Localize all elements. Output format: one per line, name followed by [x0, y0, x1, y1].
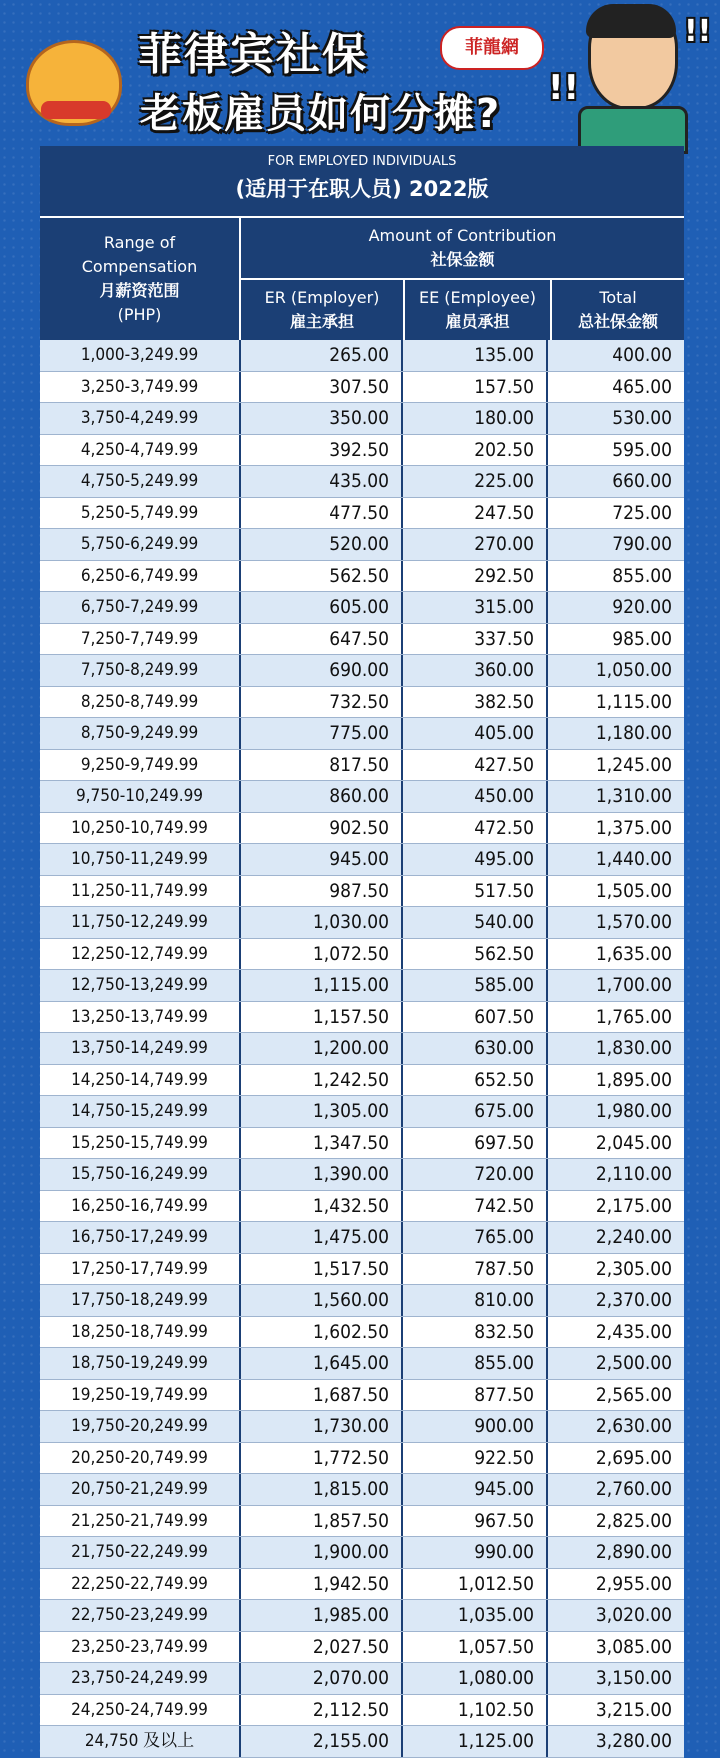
- cell-range: 20,750-21,249.99: [40, 1474, 241, 1505]
- cell-range: 21,250-21,749.99: [40, 1506, 241, 1537]
- cell-range: 10,250-10,749.99: [40, 813, 241, 844]
- table-row: [40, 813, 684, 845]
- cell-ee: 967.50: [403, 1506, 548, 1537]
- ee-zh: 雇员承担: [445, 312, 510, 331]
- cell-er: 647.50: [241, 624, 403, 655]
- er-en: ER (Employer): [264, 288, 380, 307]
- cell-ee: 157.50: [403, 372, 548, 403]
- cell-range: 6,750-7,249.99: [40, 592, 241, 623]
- cell-range: 18,250-18,749.99: [40, 1317, 241, 1348]
- cell-total: 1,115.00: [595, 690, 672, 713]
- cell-er: 945.00: [241, 844, 403, 875]
- cell-er: 1,857.50: [241, 1506, 403, 1537]
- cell-range: 22,250-22,749.99: [40, 1569, 241, 1600]
- table-row: [40, 939, 684, 971]
- cell-range: 9,750-10,249.99: [40, 781, 241, 812]
- cell-ee: 1,012.50: [403, 1569, 548, 1600]
- cell-er: 902.50: [241, 813, 403, 844]
- cell-total: 465.00: [612, 375, 672, 398]
- cell-er: 2,070.00: [241, 1663, 403, 1694]
- header-amount: [241, 218, 684, 280]
- table-row: [40, 529, 684, 561]
- cell-total: 2,890.00: [595, 1541, 672, 1563]
- table-caption: [40, 146, 684, 218]
- cell-ee: 450.00: [403, 781, 548, 812]
- cell-er: 1,347.50: [241, 1128, 403, 1159]
- table-header: [40, 218, 684, 340]
- table-row: [40, 372, 684, 404]
- cell-er: 2,027.50: [241, 1632, 403, 1663]
- cell-range: 24,250-24,749.99: [40, 1695, 241, 1726]
- cell-er: 1,072.50: [241, 939, 403, 970]
- table-row: [40, 1096, 684, 1128]
- cell-er: 1,645.00: [241, 1348, 403, 1379]
- cell-range: 4,250-4,749.99: [40, 435, 241, 466]
- cell-range: 15,250-15,749.99: [40, 1128, 241, 1159]
- amount-zh: 社保金额: [430, 250, 495, 269]
- cell-total: 3,085.00: [595, 1635, 672, 1658]
- range-en1: Range of: [103, 233, 176, 252]
- caption-zh: (适用于在职人员) 2022版: [235, 177, 489, 201]
- cell-total: 2,110.00: [595, 1163, 672, 1185]
- cell-total: 3,020.00: [595, 1604, 672, 1626]
- cell-range: 16,750-17,249.99: [40, 1222, 241, 1253]
- table-row: [40, 1033, 684, 1065]
- table-row: [40, 876, 684, 908]
- table-row: [40, 1443, 684, 1475]
- range-en2: Compensation: [81, 257, 198, 276]
- cell-er: 1,432.50: [241, 1191, 403, 1222]
- cell-er: 1,115.00: [241, 970, 403, 1001]
- cell-ee: 315.00: [403, 592, 548, 623]
- cell-range: 14,750-15,249.99: [40, 1096, 241, 1127]
- cell-total: 2,955.00: [595, 1572, 672, 1595]
- cell-range: 5,250-5,749.99: [40, 498, 241, 529]
- cell-er: 860.00: [241, 781, 403, 812]
- table-row: [40, 750, 684, 782]
- cell-ee: 1,057.50: [403, 1632, 548, 1663]
- total-zh: 总社保金额: [577, 312, 658, 331]
- cell-total: 1,635.00: [595, 942, 672, 965]
- cell-range: 23,250-23,749.99: [40, 1632, 241, 1663]
- cell-ee: 652.50: [403, 1065, 548, 1096]
- cell-er: 1,560.00: [241, 1285, 403, 1316]
- cell-total: 2,500.00: [595, 1352, 672, 1374]
- cell-er: 307.50: [241, 372, 403, 403]
- table-row: [40, 1569, 684, 1601]
- caption-en: FOR EMPLOYED INDIVIDUALS: [267, 154, 457, 169]
- cell-range: 13,750-14,249.99: [40, 1033, 241, 1064]
- cell-er: 1,517.50: [241, 1254, 403, 1285]
- cell-ee: 517.50: [403, 876, 548, 907]
- cell-total: 1,440.00: [595, 848, 672, 870]
- cell-range: 15,750-16,249.99: [40, 1159, 241, 1190]
- cell-range: 1,000-3,249.99: [40, 340, 241, 371]
- cell-ee: 787.50: [403, 1254, 548, 1285]
- cell-ee: 360.00: [403, 655, 548, 686]
- cell-er: 1,815.00: [241, 1474, 403, 1505]
- table-row: [40, 1506, 684, 1538]
- cell-total: 2,825.00: [595, 1509, 672, 1532]
- table-row: [40, 844, 684, 876]
- cell-total: 3,150.00: [595, 1667, 672, 1689]
- er-zh: 雇主承担: [289, 312, 354, 331]
- cartoon-man-icon: [578, 6, 682, 146]
- table-row: [40, 1600, 684, 1632]
- cell-er: 1,730.00: [241, 1411, 403, 1442]
- cell-ee: 202.50: [403, 435, 548, 466]
- cell-range: 7,750-8,249.99: [40, 655, 241, 686]
- cell-range: 11,750-12,249.99: [40, 907, 241, 938]
- cell-ee: 337.50: [403, 624, 548, 655]
- cell-range: 12,750-13,249.99: [40, 970, 241, 1001]
- table-row: [40, 561, 684, 593]
- cell-total: 3,280.00: [595, 1730, 672, 1752]
- table-row: [40, 1474, 684, 1506]
- cell-total: 530.00: [612, 407, 672, 429]
- table-row: [40, 435, 684, 467]
- cell-er: 1,687.50: [241, 1380, 403, 1411]
- cell-er: 775.00: [241, 718, 403, 749]
- table-row: [40, 970, 684, 1002]
- cell-er: 350.00: [241, 403, 403, 434]
- page-title: 菲律宾社保: [138, 29, 368, 80]
- cell-ee: 1,035.00: [403, 1600, 548, 1631]
- cell-total: 1,180.00: [595, 722, 672, 744]
- table-row: [40, 655, 684, 687]
- table-body: [40, 340, 684, 1758]
- table-row: [40, 1348, 684, 1380]
- header-total: [552, 280, 684, 340]
- cell-range: 12,250-12,749.99: [40, 939, 241, 970]
- table-row: [40, 1695, 684, 1727]
- table-row: [40, 403, 684, 435]
- cell-total: 1,700.00: [595, 974, 672, 996]
- cell-ee: 675.00: [403, 1096, 548, 1127]
- cell-range: 9,250-9,749.99: [40, 750, 241, 781]
- cell-ee: 1,080.00: [403, 1663, 548, 1694]
- table-row: [40, 1159, 684, 1191]
- cell-total: 2,760.00: [595, 1478, 672, 1500]
- cell-ee: 225.00: [403, 466, 548, 497]
- cell-range: 11,250-11,749.99: [40, 876, 241, 907]
- header-ee: [405, 280, 552, 340]
- cell-total: 1,375.00: [595, 816, 672, 839]
- cell-total: 790.00: [612, 533, 672, 555]
- cell-range: 3,750-4,249.99: [40, 403, 241, 434]
- cell-total: 2,175.00: [595, 1194, 672, 1217]
- cell-total: 1,980.00: [595, 1100, 672, 1122]
- cell-total: 400.00: [612, 344, 672, 366]
- cell-total: 2,370.00: [595, 1289, 672, 1311]
- cell-range: 20,250-20,749.99: [40, 1443, 241, 1474]
- ee-en: EE (Employee): [418, 288, 537, 307]
- cell-total: 1,570.00: [595, 911, 672, 933]
- cell-ee: 877.50: [403, 1380, 548, 1411]
- cell-ee: 247.50: [403, 498, 548, 529]
- cell-range: 8,750-9,249.99: [40, 718, 241, 749]
- cell-er: 1,772.50: [241, 1443, 403, 1474]
- cell-range: 6,250-6,749.99: [40, 561, 241, 592]
- cell-ee: 742.50: [403, 1191, 548, 1222]
- cell-range: 21,750-22,249.99: [40, 1537, 241, 1568]
- table-row: [40, 1222, 684, 1254]
- cell-ee: 945.00: [403, 1474, 548, 1505]
- table-row: [40, 592, 684, 624]
- table-row: [40, 1065, 684, 1097]
- cell-total: 2,240.00: [595, 1226, 672, 1248]
- cell-ee: 495.00: [403, 844, 548, 875]
- cell-total: 2,565.00: [595, 1383, 672, 1406]
- table-row: [40, 907, 684, 939]
- table-row: [40, 340, 684, 372]
- table-row: [40, 1726, 684, 1758]
- cell-total: 595.00: [612, 438, 672, 461]
- cell-er: 817.50: [241, 750, 403, 781]
- cell-er: 1,200.00: [241, 1033, 403, 1064]
- amount-en: Amount of Contribution: [368, 226, 557, 245]
- cell-er: 2,112.50: [241, 1695, 403, 1726]
- cell-total: 1,830.00: [595, 1037, 672, 1059]
- cell-er: 1,942.50: [241, 1569, 403, 1600]
- header-banner: [0, 0, 720, 150]
- cell-total: 1,245.00: [595, 753, 672, 776]
- cell-range: 7,250-7,749.99: [40, 624, 241, 655]
- cell-er: 435.00: [241, 466, 403, 497]
- cell-ee: 900.00: [403, 1411, 548, 1442]
- cell-range: 22,750-23,249.99: [40, 1600, 241, 1631]
- table-row: [40, 1632, 684, 1664]
- table-row: [40, 1411, 684, 1443]
- cell-range: 10,750-11,249.99: [40, 844, 241, 875]
- cell-er: 1,242.50: [241, 1065, 403, 1096]
- cell-ee: 607.50: [403, 1002, 548, 1033]
- cell-er: 562.50: [241, 561, 403, 592]
- range-zh: 月薪资范围: [99, 281, 180, 300]
- cell-er: 1,305.00: [241, 1096, 403, 1127]
- cell-er: 1,985.00: [241, 1600, 403, 1631]
- table-row: [40, 1128, 684, 1160]
- cell-ee: 405.00: [403, 718, 548, 749]
- header-subcolumns: [241, 280, 684, 340]
- table-row: [40, 624, 684, 656]
- cell-er: 520.00: [241, 529, 403, 560]
- cell-total: 1,895.00: [595, 1068, 672, 1091]
- cell-er: 1,157.50: [241, 1002, 403, 1033]
- cell-range: 5,750-6,249.99: [40, 529, 241, 560]
- cell-er: 732.50: [241, 687, 403, 718]
- contribution-table: [40, 146, 684, 1752]
- cell-ee: 990.00: [403, 1537, 548, 1568]
- cell-range: 14,250-14,749.99: [40, 1065, 241, 1096]
- cell-range: 17,750-18,249.99: [40, 1285, 241, 1316]
- total-en: Total: [599, 288, 637, 307]
- cell-total: 920.00: [612, 596, 672, 618]
- table-row: [40, 1317, 684, 1349]
- cell-ee: 180.00: [403, 403, 548, 434]
- cell-ee: 855.00: [403, 1348, 548, 1379]
- cell-er: 690.00: [241, 655, 403, 686]
- cell-ee: 832.50: [403, 1317, 548, 1348]
- cell-total: 855.00: [612, 564, 672, 587]
- cell-total: 2,305.00: [595, 1257, 672, 1280]
- table-row: [40, 1254, 684, 1286]
- cell-range: 17,250-17,749.99: [40, 1254, 241, 1285]
- header-amount-group: [241, 218, 684, 340]
- cell-ee: 922.50: [403, 1443, 548, 1474]
- cell-range: 24,750 及以上: [40, 1726, 241, 1757]
- cell-ee: 765.00: [403, 1222, 548, 1253]
- cell-ee: 292.50: [403, 561, 548, 592]
- cell-range: 23,750-24,249.99: [40, 1663, 241, 1694]
- cell-total: 2,630.00: [595, 1415, 672, 1437]
- cell-range: 3,250-3,749.99: [40, 372, 241, 403]
- cell-range: 13,250-13,749.99: [40, 1002, 241, 1033]
- cell-total: 985.00: [612, 627, 672, 650]
- cell-er: 1,390.00: [241, 1159, 403, 1190]
- cell-range: 8,250-8,749.99: [40, 687, 241, 718]
- table-row: [40, 1663, 684, 1695]
- cell-ee: 135.00: [403, 340, 548, 371]
- table-row: [40, 718, 684, 750]
- table-row: [40, 1537, 684, 1569]
- cell-range: 19,250-19,749.99: [40, 1380, 241, 1411]
- cell-total: 1,050.00: [595, 659, 672, 681]
- cell-er: 1,900.00: [241, 1537, 403, 1568]
- cell-ee: 697.50: [403, 1128, 548, 1159]
- cell-ee: 1,125.00: [403, 1726, 548, 1757]
- table-row: [40, 498, 684, 530]
- header-er: [241, 280, 405, 340]
- cell-total: 3,215.00: [595, 1698, 672, 1721]
- cell-ee: 270.00: [403, 529, 548, 560]
- cell-ee: 810.00: [403, 1285, 548, 1316]
- cell-ee: 427.50: [403, 750, 548, 781]
- cell-total: 1,310.00: [595, 785, 672, 807]
- table-row: [40, 1285, 684, 1317]
- cell-ee: 585.00: [403, 970, 548, 1001]
- cell-total: 725.00: [612, 501, 672, 524]
- cell-total: 1,505.00: [595, 879, 672, 902]
- exclaim-text: !!: [548, 68, 580, 108]
- cell-range: 16,250-16,749.99: [40, 1191, 241, 1222]
- cell-er: 265.00: [241, 340, 403, 371]
- cell-range: 19,750-20,249.99: [40, 1411, 241, 1442]
- cell-total: 2,045.00: [595, 1131, 672, 1154]
- cell-er: 477.50: [241, 498, 403, 529]
- table-row: [40, 687, 684, 719]
- cell-ee: 382.50: [403, 687, 548, 718]
- cell-total: 1,765.00: [595, 1005, 672, 1028]
- cell-ee: 540.00: [403, 907, 548, 938]
- cell-er: 987.50: [241, 876, 403, 907]
- cell-range: 4,750-5,249.99: [40, 466, 241, 497]
- cell-range: 18,750-19,249.99: [40, 1348, 241, 1379]
- cell-er: 2,155.00: [241, 1726, 403, 1757]
- exclaim-text-2: !!: [684, 14, 712, 49]
- table-row: [40, 1002, 684, 1034]
- cell-total: 2,695.00: [595, 1446, 672, 1469]
- cell-ee: 630.00: [403, 1033, 548, 1064]
- cell-ee: 1,102.50: [403, 1695, 548, 1726]
- cell-ee: 472.50: [403, 813, 548, 844]
- header-range: [40, 218, 241, 340]
- logo: 菲龍網: [440, 26, 544, 70]
- cell-er: 392.50: [241, 435, 403, 466]
- cell-er: 1,475.00: [241, 1222, 403, 1253]
- table-row: [40, 1191, 684, 1223]
- cell-total: 660.00: [612, 470, 672, 492]
- table-row: [40, 781, 684, 813]
- table-row: [40, 466, 684, 498]
- cell-ee: 562.50: [403, 939, 548, 970]
- table-row: [40, 1380, 684, 1412]
- cell-er: 1,602.50: [241, 1317, 403, 1348]
- cell-ee: 720.00: [403, 1159, 548, 1190]
- mascot-icon: [26, 40, 122, 126]
- range-unit: (PHP): [117, 305, 162, 324]
- cell-total: 2,435.00: [595, 1320, 672, 1343]
- page-subtitle: 老板雇员如何分摊?: [140, 91, 502, 137]
- cell-er: 605.00: [241, 592, 403, 623]
- cell-er: 1,030.00: [241, 907, 403, 938]
